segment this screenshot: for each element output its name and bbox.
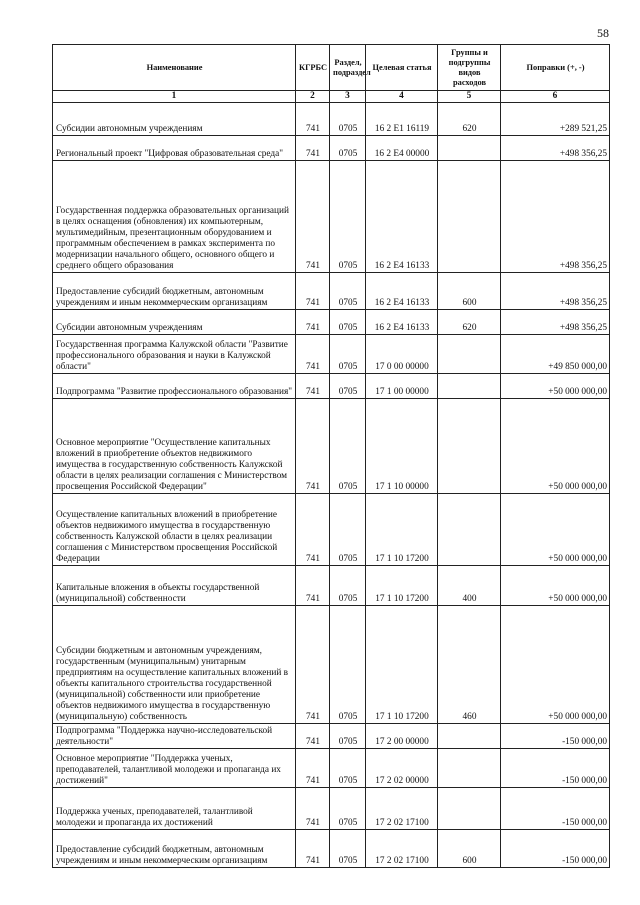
table-row	[53, 103, 610, 136]
row-kgrbs-cell: 741	[296, 399, 330, 494]
table-row	[53, 788, 610, 830]
row-target-cell: 16 2 Е4 16133	[366, 310, 438, 335]
table-row	[53, 606, 610, 724]
column-number: 4	[366, 91, 438, 103]
header-razdel: Раздел, подраздел	[330, 45, 366, 91]
row-amount-cell: +50 000 000,00	[501, 374, 610, 399]
row-razdel-cell: 0705	[330, 136, 366, 161]
row-group-cell	[438, 161, 501, 273]
row-amount-cell: +50 000 000,00	[501, 399, 610, 494]
row-name-cell: Субсидии бюджетным и автономным учреждениям, государственным (муниципальным) унитарным предприятиям на осуществление капитальных вложений в объекты капитального строительства государственной (муниципальной) собственности или приобретение объектов недвижимого имущества в государственную (муниципальную) собственность	[53, 606, 296, 724]
row-kgrbs-cell: 741	[296, 136, 330, 161]
row-razdel-cell: 0705	[330, 399, 366, 494]
row-razdel-cell: 0705	[330, 310, 366, 335]
page-number: 58	[597, 26, 609, 40]
row-target-cell: 17 2 02 17100	[366, 788, 438, 830]
row-name-cell: Субсидии автономным учреждениям	[53, 310, 296, 335]
row-razdel-cell: 0705	[330, 566, 366, 606]
row-kgrbs-cell: 741	[296, 788, 330, 830]
row-name-cell: Осуществление капитальных вложений в приобретение объектов недвижимого имущества в государственную собственность Калужской области в целях реализации соглашения с Министерством просвещения Российской Федерации	[53, 494, 296, 566]
row-target-cell: 17 2 02 00000	[366, 749, 438, 788]
row-target-cell: 16 2 Е4 00000	[366, 136, 438, 161]
row-target-cell: 17 0 00 00000	[366, 335, 438, 374]
row-kgrbs-cell: 741	[296, 103, 330, 136]
header-groups: Группы и подгруппы видов расходов	[438, 45, 501, 91]
row-amount-cell: -150 000,00	[501, 788, 610, 830]
row-target-cell: 16 2 Е4 16133	[366, 161, 438, 273]
row-name-cell: Государственная поддержка образовательных организаций в целях оснащения (обновления) их компьютерным, мультимедийным, презентационным оборудованием и программным обеспечением в рамках эксперимента по модернизации начального общего, основного общего и среднего общего образования	[53, 161, 296, 273]
row-razdel-cell: 0705	[330, 273, 366, 310]
row-amount-cell: +498 356,25	[501, 161, 610, 273]
row-group-cell	[438, 136, 501, 161]
row-kgrbs-cell: 741	[296, 161, 330, 273]
table-row	[53, 161, 610, 273]
row-razdel-cell: 0705	[330, 335, 366, 374]
row-target-cell: 17 1 10 17200	[366, 494, 438, 566]
row-amount-cell: +498 356,25	[501, 273, 610, 310]
row-kgrbs-cell: 741	[296, 374, 330, 399]
row-name-cell: Региональный проект "Цифровая образовательная среда"	[53, 136, 296, 161]
table-row	[53, 494, 610, 566]
row-razdel-cell: 0705	[330, 103, 366, 136]
row-razdel-cell: 0705	[330, 161, 366, 273]
row-kgrbs-cell: 741	[296, 566, 330, 606]
row-razdel-cell: 0705	[330, 606, 366, 724]
row-target-cell: 16 2 Е1 16119	[366, 103, 438, 136]
row-amount-cell: +50 000 000,00	[501, 566, 610, 606]
table-row	[53, 374, 610, 399]
row-name-cell: Субсидии автономным учреждениям	[53, 103, 296, 136]
row-amount-cell: +498 356,25	[501, 136, 610, 161]
row-target-cell: 17 1 10 17200	[366, 566, 438, 606]
row-name-cell: Основное мероприятие "Поддержка ученых, преподавателей, талантливой молодежи и пропаганда их достижений"	[53, 749, 296, 788]
column-number: 3	[330, 91, 366, 103]
table-row	[53, 724, 610, 749]
row-kgrbs-cell: 741	[296, 606, 330, 724]
row-kgrbs-cell: 741	[296, 273, 330, 310]
row-amount-cell: +50 000 000,00	[501, 606, 610, 724]
row-amount-cell: -150 000,00	[501, 830, 610, 868]
row-amount-cell: +49 850 000,00	[501, 335, 610, 374]
row-name-cell: Предоставление субсидий бюджетным, автономным учреждениям и иным некоммерческим организациям	[53, 273, 296, 310]
row-target-cell: 17 1 10 17200	[366, 606, 438, 724]
row-name-cell: Капитальные вложения в объекты государственной (муниципальной) собственности	[53, 566, 296, 606]
row-name-cell: Государственная программа Калужской области "Развитие профессионального образования и науки в Калужской области"	[53, 335, 296, 374]
row-group-cell	[438, 788, 501, 830]
table-row	[53, 335, 610, 374]
row-kgrbs-cell: 741	[296, 830, 330, 868]
column-number: 6	[501, 91, 610, 103]
row-razdel-cell: 0705	[330, 374, 366, 399]
header-amendments: Поправки (+, -)	[501, 45, 610, 91]
row-kgrbs-cell: 741	[296, 335, 330, 374]
table-row	[53, 566, 610, 606]
row-name-cell: Подпрограмма "Поддержка научно-исследовательской деятельности"	[53, 724, 296, 749]
header-kgrbs: КГРБС	[296, 45, 330, 91]
row-name-cell: Предоставление субсидий бюджетным, автономным учреждениям и иным некоммерческим организациям	[53, 830, 296, 868]
table-row	[53, 749, 610, 788]
column-number: 1	[53, 91, 296, 103]
row-group-cell: 600	[438, 830, 501, 868]
row-group-cell	[438, 335, 501, 374]
row-name-cell: Подпрограмма "Развитие профессионального образования"	[53, 374, 296, 399]
row-group-cell: 460	[438, 606, 501, 724]
column-number: 5	[438, 91, 501, 103]
table-row	[53, 136, 610, 161]
row-razdel-cell: 0705	[330, 830, 366, 868]
row-amount-cell: -150 000,00	[501, 724, 610, 749]
row-kgrbs-cell: 741	[296, 310, 330, 335]
row-kgrbs-cell: 741	[296, 749, 330, 788]
row-name-cell: Поддержка ученых, преподавателей, талантливой молодежи и пропаганда их достижений	[53, 788, 296, 830]
row-name-cell: Основное мероприятие "Осуществление капитальных вложений в приобретение объектов недвижимого имущества в государственную собственность Калужской области в целях реализации соглашения с Министерством просвещения Российской Федерации"	[53, 399, 296, 494]
row-group-cell: 600	[438, 273, 501, 310]
row-group-cell	[438, 724, 501, 749]
row-target-cell: 17 2 02 17100	[366, 830, 438, 868]
row-amount-cell: -150 000,00	[501, 749, 610, 788]
budget-table	[52, 44, 610, 868]
row-razdel-cell: 0705	[330, 788, 366, 830]
table-row	[53, 310, 610, 335]
row-target-cell: 17 1 10 00000	[366, 399, 438, 494]
budget-table-body	[53, 103, 610, 868]
table-row	[53, 273, 610, 310]
column-number: 2	[296, 91, 330, 103]
header-target: Целевая статья	[366, 45, 438, 91]
column-number-row	[53, 91, 610, 103]
row-target-cell: 16 2 Е4 16133	[366, 273, 438, 310]
header-row	[53, 45, 610, 91]
row-group-cell: 620	[438, 103, 501, 136]
row-group-cell: 400	[438, 566, 501, 606]
table-row	[53, 830, 610, 868]
row-amount-cell: +498 356,25	[501, 310, 610, 335]
row-group-cell	[438, 374, 501, 399]
header-name: Наименование	[53, 45, 296, 91]
row-razdel-cell: 0705	[330, 494, 366, 566]
row-group-cell: 620	[438, 310, 501, 335]
row-kgrbs-cell: 741	[296, 724, 330, 749]
table-row	[53, 399, 610, 494]
row-kgrbs-cell: 741	[296, 494, 330, 566]
row-amount-cell: +289 521,25	[501, 103, 610, 136]
row-amount-cell: +50 000 000,00	[501, 494, 610, 566]
row-group-cell	[438, 399, 501, 494]
row-razdel-cell: 0705	[330, 724, 366, 749]
row-target-cell: 17 1 00 00000	[366, 374, 438, 399]
row-razdel-cell: 0705	[330, 749, 366, 788]
row-target-cell: 17 2 00 00000	[366, 724, 438, 749]
row-group-cell	[438, 494, 501, 566]
row-group-cell	[438, 749, 501, 788]
